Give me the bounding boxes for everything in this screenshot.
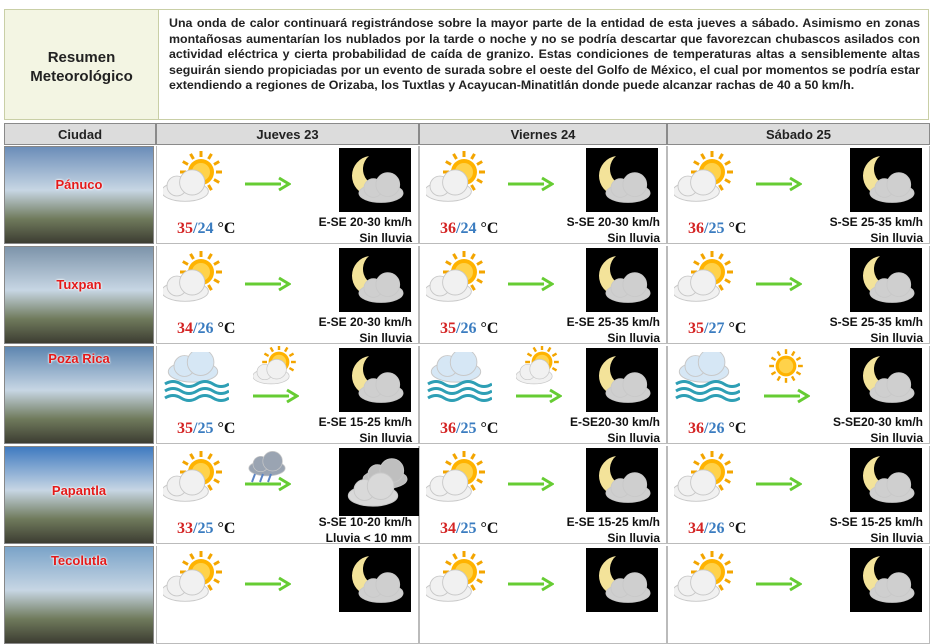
temp-unit: °C — [217, 320, 236, 337]
arrow-icon — [245, 176, 291, 192]
moon-cloud-icon — [850, 348, 922, 417]
sun-cloud-rain-icon — [163, 450, 229, 502]
sun-cloud-icon — [163, 250, 229, 302]
rain-status: Sin lluvia — [607, 331, 660, 345]
rain-status: Sin lluvia — [607, 231, 660, 245]
wind-speed: E-SE20-30 km/h — [569, 415, 660, 429]
sun-cloud-icon — [426, 150, 492, 202]
sun-cloud-icon — [163, 150, 229, 202]
wind-info — [319, 514, 412, 546]
wind-speed: S-SE 15-25 km/h — [829, 515, 923, 529]
sun-cloud-icon — [426, 550, 492, 602]
sun-cloud-icon — [163, 550, 229, 602]
forecast-cell — [156, 346, 419, 444]
forecast-cell — [667, 546, 930, 644]
cloudy-night-icon — [339, 448, 419, 521]
arrow-icon — [764, 388, 810, 404]
temperature: 35/24 °C — [177, 220, 236, 237]
sun-cloud-icon — [674, 450, 740, 502]
wind-speed: S-SE 20-30 km/h — [566, 215, 660, 229]
moon-cloud-icon — [339, 148, 411, 217]
forecast-cell — [156, 546, 419, 644]
rain-status: Lluvia < 10 mm — [325, 531, 412, 545]
temp-unit: °C — [480, 420, 499, 437]
temp-max: 34 — [688, 520, 704, 537]
temperature: 34/26 °C — [688, 520, 747, 537]
wind-speed: S-SE 10-20 km/h — [318, 515, 412, 529]
temperature: 34/25 °C — [440, 520, 499, 537]
forecast-cell — [667, 146, 930, 244]
temperature: 36/25 °C — [688, 220, 747, 237]
temp-max: 36 — [688, 420, 704, 437]
sun-cloud-icon — [253, 346, 301, 390]
header-day-2: Viernes 24 — [419, 123, 667, 145]
header-city: Ciudad — [4, 123, 156, 145]
temp-min: 25 — [197, 420, 214, 437]
temp-unit: °C — [480, 520, 499, 537]
sun-cloud-icon — [516, 346, 564, 390]
wind-speed: S-SE 25-35 km/h — [829, 315, 923, 329]
temp-min: 25 — [460, 520, 477, 537]
wind-info — [570, 414, 660, 446]
summary-text: Una onda de calor continuará registrándose sobre la mayor parte de la entidad de esta jueves a sábado. Asimismo en zonas montañosas aumentarían los nublados por la tarde o noche y no se podría descartar que favorezcan chubascos asilados con actividad eléctrica y cierta probabilidad de caída de granizo. Estas condiciones de temperaturas altas a sensiblemente altas seguirán siendo propiciadas por un evento de surada sobre el oeste del Golfo de México, el cual por momentos se podría estar extendiendo a regiones de Orizaba, los Tuxtlas y Acayucan-Minatitlán donde puede alcanzar rachas de 40 a 50 km/h. — [159, 10, 928, 119]
temperature: 36/25 °C — [440, 420, 499, 437]
temp-min: 26 — [708, 520, 725, 537]
sun-cloud-icon — [426, 450, 492, 502]
sun-cloud-icon — [764, 346, 812, 390]
temp-min: 25 — [197, 520, 214, 537]
table-row — [4, 446, 930, 544]
wind-speed: E-SE 20-30 km/h — [318, 315, 412, 329]
forecast-cell — [419, 546, 667, 644]
temp-unit: °C — [728, 420, 747, 437]
table-row — [4, 546, 930, 644]
temp-unit: °C — [217, 420, 236, 437]
temp-min: 25 — [460, 420, 477, 437]
temp-min: 26 — [708, 420, 725, 437]
temp-min: 26 — [197, 320, 214, 337]
arrow-icon — [508, 476, 554, 492]
rain-status: Sin lluvia — [870, 531, 923, 545]
temp-min: 24 — [460, 220, 477, 237]
wind-speed: E-SE 25-35 km/h — [566, 315, 660, 329]
city-name: Papantla — [51, 483, 107, 498]
city-photo — [4, 146, 154, 244]
moon-cloud-icon — [586, 348, 658, 417]
wind-info — [319, 314, 412, 346]
arrow-icon — [508, 176, 554, 192]
wind-speed: E-SE 20-30 km/h — [318, 215, 412, 229]
temperature: 35/25 °C — [177, 420, 236, 437]
sun-cloud-icon — [426, 250, 492, 302]
city-photo — [4, 546, 154, 644]
rain-status: Sin lluvia — [870, 331, 923, 345]
temp-max: 35 — [440, 320, 456, 337]
arrow-icon — [756, 176, 802, 192]
forecast-cell — [419, 446, 667, 544]
wind-info — [319, 214, 412, 246]
table-row — [4, 246, 930, 344]
temperature: 36/24 °C — [440, 220, 499, 237]
moon-cloud-icon — [850, 148, 922, 217]
windy-sun-icon — [674, 352, 740, 404]
city-photo — [4, 446, 154, 544]
arrow-icon — [508, 576, 554, 592]
temp-max: 34 — [177, 320, 193, 337]
forecast-cell — [156, 246, 419, 344]
wind-speed: S-SE20-30 km/h — [832, 415, 923, 429]
windy-sun-cloud-icon — [426, 352, 492, 404]
temp-max: 36 — [688, 220, 704, 237]
forecast-cell — [667, 346, 930, 444]
arrow-icon — [245, 276, 291, 292]
moon-cloud-icon — [586, 248, 658, 317]
temp-max: 33 — [177, 520, 193, 537]
temperature: 35/26 °C — [440, 320, 499, 337]
summary-label-line1: Resumen — [47, 48, 116, 66]
temp-max: 35 — [177, 420, 193, 437]
wind-info — [567, 214, 660, 246]
arrow-icon — [508, 276, 554, 292]
summary-panel — [4, 9, 929, 120]
arrow-icon — [245, 576, 291, 592]
temperature: 36/26 °C — [688, 420, 747, 437]
wind-speed: E-SE 15-25 km/h — [566, 515, 660, 529]
wind-info — [830, 214, 923, 246]
temp-unit: °C — [480, 220, 499, 237]
windy-sun-cloud-icon — [163, 352, 229, 404]
forecast-cell — [156, 446, 419, 544]
summary-label-line2: Meteorológico — [30, 67, 133, 85]
wind-speed: S-SE 25-35 km/h — [829, 215, 923, 229]
temp-max: 35 — [177, 220, 193, 237]
sun-cloud-icon — [674, 250, 740, 302]
wind-info — [830, 314, 923, 346]
wind-info — [833, 414, 923, 446]
rain-status: Sin lluvia — [359, 231, 412, 245]
temp-unit: °C — [728, 520, 747, 537]
arrow-icon — [756, 576, 802, 592]
header-day-3: Sábado 25 — [667, 123, 930, 145]
wind-info — [567, 314, 660, 346]
sun-cloud-icon — [674, 150, 740, 202]
temp-min: 25 — [708, 220, 725, 237]
city-name: Pánuco — [55, 177, 103, 192]
temp-unit: °C — [728, 220, 747, 237]
temp-min: 24 — [197, 220, 214, 237]
temp-unit: °C — [728, 320, 747, 337]
moon-cloud-icon — [850, 548, 922, 617]
header-day-1: Jueves 23 — [156, 123, 419, 145]
forecast-cell — [419, 246, 667, 344]
city-name: Tuxpan — [56, 277, 102, 292]
temp-max: 36 — [440, 420, 456, 437]
city-photo — [4, 246, 154, 344]
table-row — [4, 146, 930, 244]
wind-info — [830, 514, 923, 546]
rain-status: Sin lluvia — [870, 431, 923, 445]
moon-cloud-icon — [586, 548, 658, 617]
rain-status: Sin lluvia — [359, 331, 412, 345]
arrow-icon — [245, 476, 291, 492]
temp-unit: °C — [217, 520, 236, 537]
sun-cloud-icon — [674, 550, 740, 602]
forecast-cell — [667, 246, 930, 344]
wind-info — [567, 514, 660, 546]
rain-status: Sin lluvia — [870, 231, 923, 245]
forecast-cell — [156, 146, 419, 244]
moon-cloud-icon — [850, 448, 922, 517]
temp-unit: °C — [217, 220, 236, 237]
temp-max: 34 — [440, 520, 456, 537]
temperature: 33/25 °C — [177, 520, 236, 537]
temp-unit: °C — [480, 320, 499, 337]
temp-max: 36 — [440, 220, 456, 237]
moon-cloud-icon — [339, 248, 411, 317]
forecast-cell — [419, 346, 667, 444]
arrow-icon — [756, 476, 802, 492]
moon-cloud-icon — [586, 448, 658, 517]
table-row — [4, 346, 930, 444]
temp-min: 27 — [708, 320, 725, 337]
temp-max: 35 — [688, 320, 704, 337]
temperature: 34/26 °C — [177, 320, 236, 337]
rain-status: Sin lluvia — [607, 531, 660, 545]
forecast-cell — [667, 446, 930, 544]
moon-cloud-icon — [339, 548, 411, 617]
temperature: 35/27 °C — [688, 320, 747, 337]
moon-cloud-icon — [586, 148, 658, 217]
city-photo — [4, 346, 154, 444]
forecast-cell — [419, 146, 667, 244]
wind-speed: E-SE 15-25 km/h — [318, 415, 412, 429]
moon-cloud-icon — [850, 248, 922, 317]
temp-min: 26 — [460, 320, 477, 337]
rain-status: Sin lluvia — [359, 431, 412, 445]
arrow-icon — [516, 388, 562, 404]
moon-cloud-icon — [339, 348, 411, 417]
arrow-icon — [756, 276, 802, 292]
rain-status: Sin lluvia — [607, 431, 660, 445]
city-name: Poza Rica — [48, 351, 110, 366]
arrow-icon — [253, 388, 299, 404]
city-name: Tecolutla — [50, 553, 108, 568]
summary-label — [5, 10, 159, 119]
wind-info — [319, 414, 412, 446]
